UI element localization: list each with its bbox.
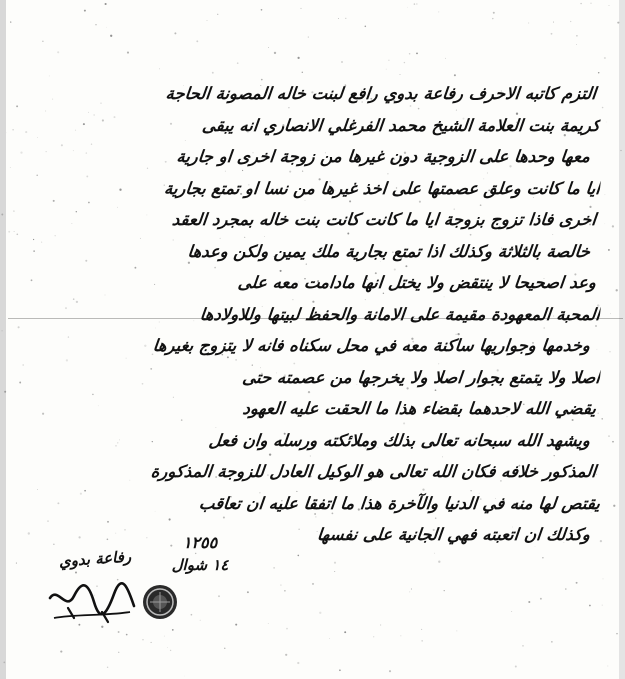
- date-day-month: ١٤ شوال: [171, 556, 229, 574]
- letter-line-9: وخدمها وجواريها ساكنة معه في محل سكناه فانه لا يتزوج بغيرها: [151, 336, 592, 355]
- letter-line-8: المحبة المعهودة مقيمة على الامانة والحفظ لبيتها وللاولادها: [198, 304, 602, 324]
- letter-line-11: يقضي الله لاحدهما بقضاء هذا ما الحقت عليه العهود: [241, 399, 598, 418]
- seal-stamp: [138, 580, 182, 624]
- letter-line-3: معها وحدها على الزوجية دون غيرها من زوجة اخرى او جارية: [175, 147, 592, 166]
- signer-name: رفاعة بدوي: [58, 547, 132, 571]
- letter-line-13: المذكور خلافه فكان الله تعالى هو الوكيل العادل للزوجة المذكورة: [149, 462, 598, 481]
- letter-line-7: وعد اصحيحا لا ينتقض ولا يختل انها مادامت معه على: [236, 273, 598, 292]
- letter-line-10: اصلا ولا يتمتع بجوار اصلا ولا يخرجها من عصمته حتى: [241, 367, 602, 387]
- letter-line-15: وكذلك ان اتعبته فهي الجانية على نفسها: [316, 525, 592, 544]
- letter-line-4: ايا ما كانت وعلق عصمتها على اخذ غيرها من نسا او تمتع بجارية: [163, 178, 602, 198]
- letter-line-2: كريمة بنت العلامة الشيخ محمد الفرغلي الانصاري انه يبقى: [201, 115, 602, 135]
- letter-line-1: التزم كاتبه الاحرف رفاعة بدوي رافع لبنت خاله المصونة الحاجة: [164, 84, 598, 103]
- date-year: ١٢٥٥: [182, 533, 218, 552]
- letter-line-12: ويشهد الله سبحانه تعالى بذلك وملائكته ورسله وان فعل: [207, 430, 592, 450]
- date-block: [150, 532, 250, 576]
- letter-body: [28, 78, 600, 551]
- letter-line-6: خالصة بالثلاثة وكذلك اذا تمتع بجارية ملك يمين ولكن وعدها: [186, 241, 592, 261]
- letter-line-14: يقتص لها منه في الدنيا والآخرة هذا ما اتفقا عليه ان تعاقب: [198, 493, 602, 513]
- signature-flourish: [44, 568, 140, 626]
- letter-line-5: اخرى فاذا تزوج بزوجة ايا ما كانت كانت بنت خاله بمجرد العقد: [171, 210, 598, 229]
